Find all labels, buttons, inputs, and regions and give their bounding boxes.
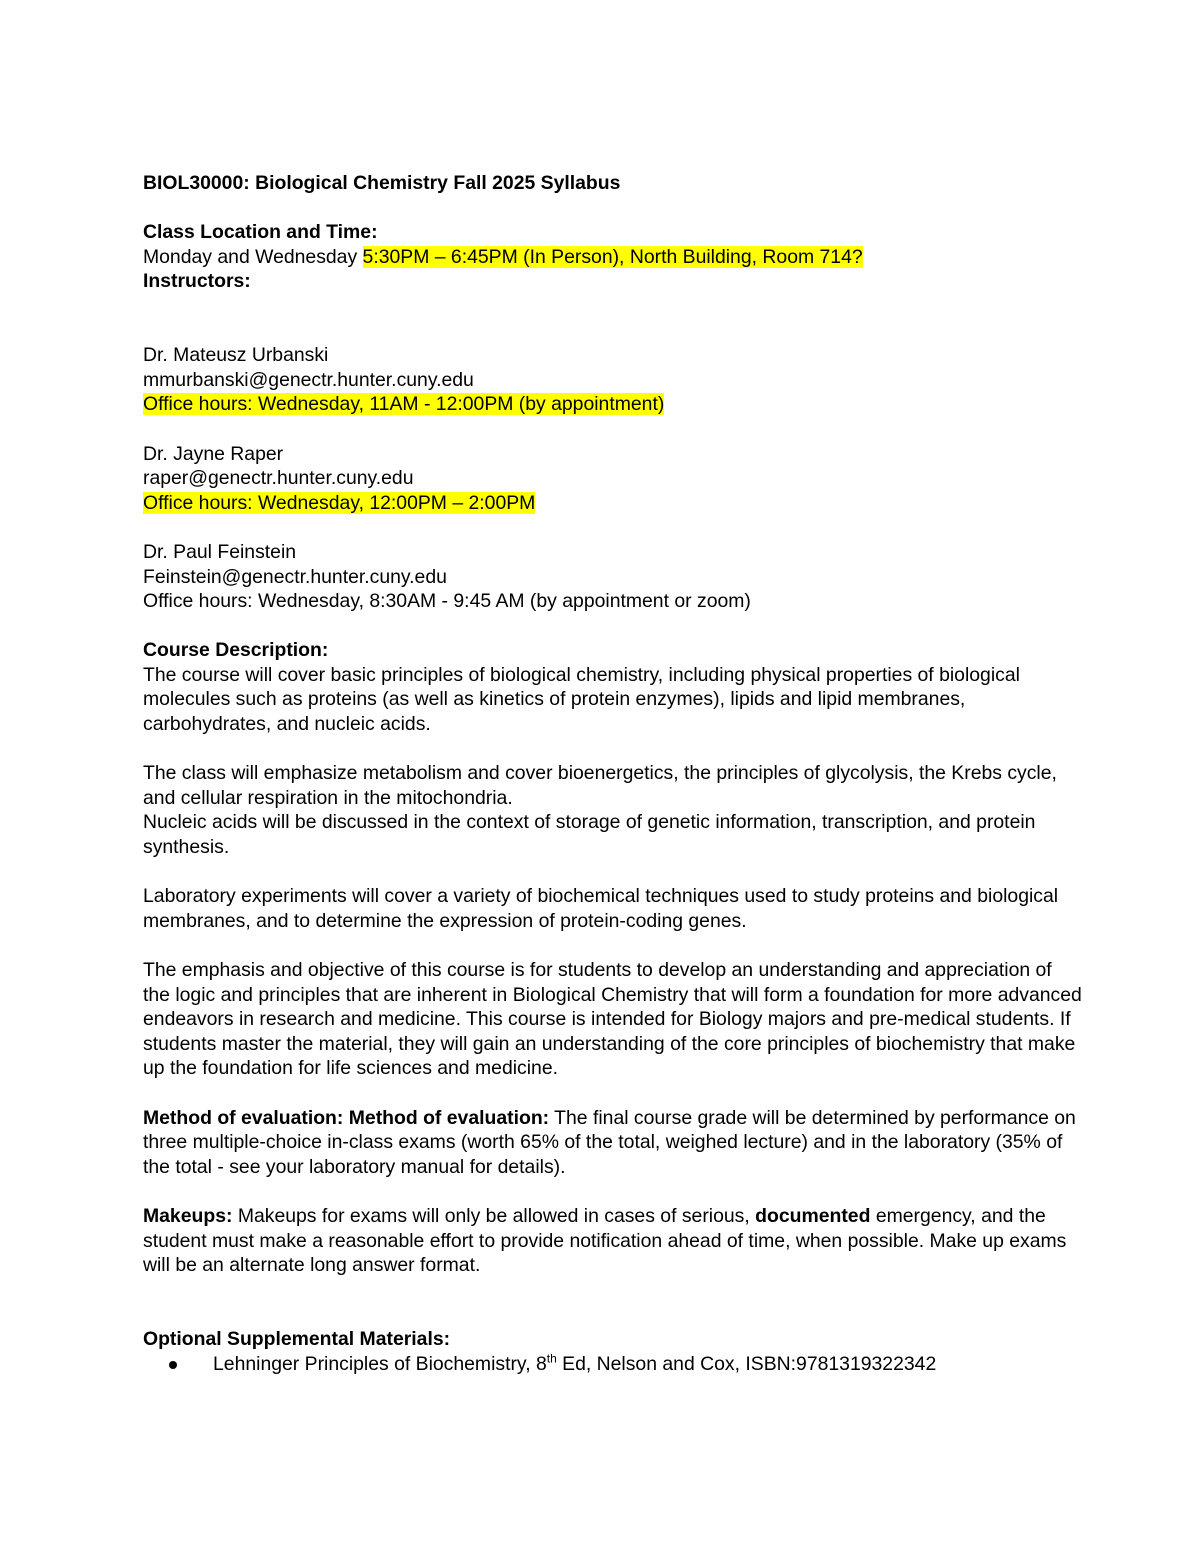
makeups-text: Makeups for exams will only be allowed in cases of serious, xyxy=(232,1204,756,1227)
makeups-label: Makeups: xyxy=(143,1204,233,1227)
makeups-emphasis: documented xyxy=(755,1204,871,1227)
instructor-office-hours: Office hours: Wednesday, 8:30AM - 9:45 AM (by appointment or zoom) xyxy=(143,590,751,613)
bullet-icon xyxy=(169,1361,177,1369)
description-paragraph: The emphasis and objective of this course is for students to develop an understanding and appreciation of the logic and principles that are inherent in Biological Chemistry that will form a foundation for more advanced endeavors in research and medicine. This course is intended for Biology majors and pre-medical students. If students master the material, they will gain an understanding of the core principles of biochemistry that make up the foundation for life sciences and medicine. xyxy=(143,959,1082,1080)
evaluation-text: The final course grade will be determined by performance on three multiple-choice in-class exams (worth 65% of the total, weighed lecture) and in the laboratory (35% of the total - see your laboratory manual for details). xyxy=(143,1106,1076,1178)
description-paragraph: Nucleic acids will be discussed in the context of storage of genetic information, transcription, and protein synthesis. xyxy=(143,811,1036,859)
course-description-heading: Course Description: xyxy=(143,639,329,662)
class-time-place: 5:30PM – 6:45PM (In Person), North Building, Room 714? xyxy=(362,245,863,268)
syllabus-document xyxy=(143,171,1083,1376)
instructor-name: Dr. Paul Feinstein xyxy=(143,540,297,563)
description-paragraph: The course will cover basic principles of biological chemistry, including physical properties of biological molecules such as proteins (as well as kinetics of protein enzymes), lipids and lipid membranes, carbohydrates, and nucleic acids. xyxy=(143,663,1020,736)
class-location-line xyxy=(143,245,1083,270)
makeups-paragraph xyxy=(143,1204,1083,1278)
instructor-office-hours: Office hours: Wednesday, 11AM - 12:00PM (by appointment) xyxy=(143,393,665,416)
instructor-block xyxy=(143,343,1083,417)
edition-superscript: th xyxy=(546,1351,557,1366)
instructor-block xyxy=(143,540,1083,614)
list-item xyxy=(143,1352,1083,1377)
supplemental-heading: Optional Supplemental Materials: xyxy=(143,1327,451,1350)
class-days: Monday and Wednesday xyxy=(143,245,363,268)
supplemental-list xyxy=(143,1352,1083,1377)
class-location-heading: Class Location and Time: xyxy=(143,221,378,244)
instructor-name: Dr. Mateusz Urbanski xyxy=(143,344,329,367)
instructor-email: mmurbanski@genectr.hunter.cuny.edu xyxy=(143,368,474,391)
makeups-text-cont: emergency, and the student must make a reasonable effort to provide notification ahead of time, when possible. Make up exams will be an alternate long answer format. xyxy=(143,1204,1067,1277)
instructor-block xyxy=(143,442,1083,516)
book-details: Ed, Nelson and Cox, ISBN:9781319322342 xyxy=(556,1352,937,1375)
document-title: BIOL30000: Biological Chemistry Fall 2025 Syllabus xyxy=(143,172,621,194)
instructor-name: Dr. Jayne Raper xyxy=(143,442,284,465)
evaluation-label: Method of evaluation: Method of evaluation: xyxy=(143,1106,550,1129)
instructor-email: raper@genectr.hunter.cuny.edu xyxy=(143,467,414,490)
instructors-heading: Instructors: xyxy=(143,270,251,293)
book-title: Lehninger Principles of Biochemistry, 8 xyxy=(213,1352,547,1375)
evaluation-paragraph xyxy=(143,1106,1083,1180)
instructor-office-hours: Office hours: Wednesday, 12:00PM – 2:00PM xyxy=(143,491,536,514)
instructor-email: Feinstein@genectr.hunter.cuny.edu xyxy=(143,565,447,588)
description-paragraph: The class will emphasize metabolism and cover bioenergetics, the principles of glycolysis, the Krebs cycle, and cellular respiration in the mitochondria. xyxy=(143,762,1057,809)
description-paragraph: Laboratory experiments will cover a variety of biochemical techniques used to study proteins and biological membranes, and to determine the expression of protein-coding genes. xyxy=(143,885,1059,932)
